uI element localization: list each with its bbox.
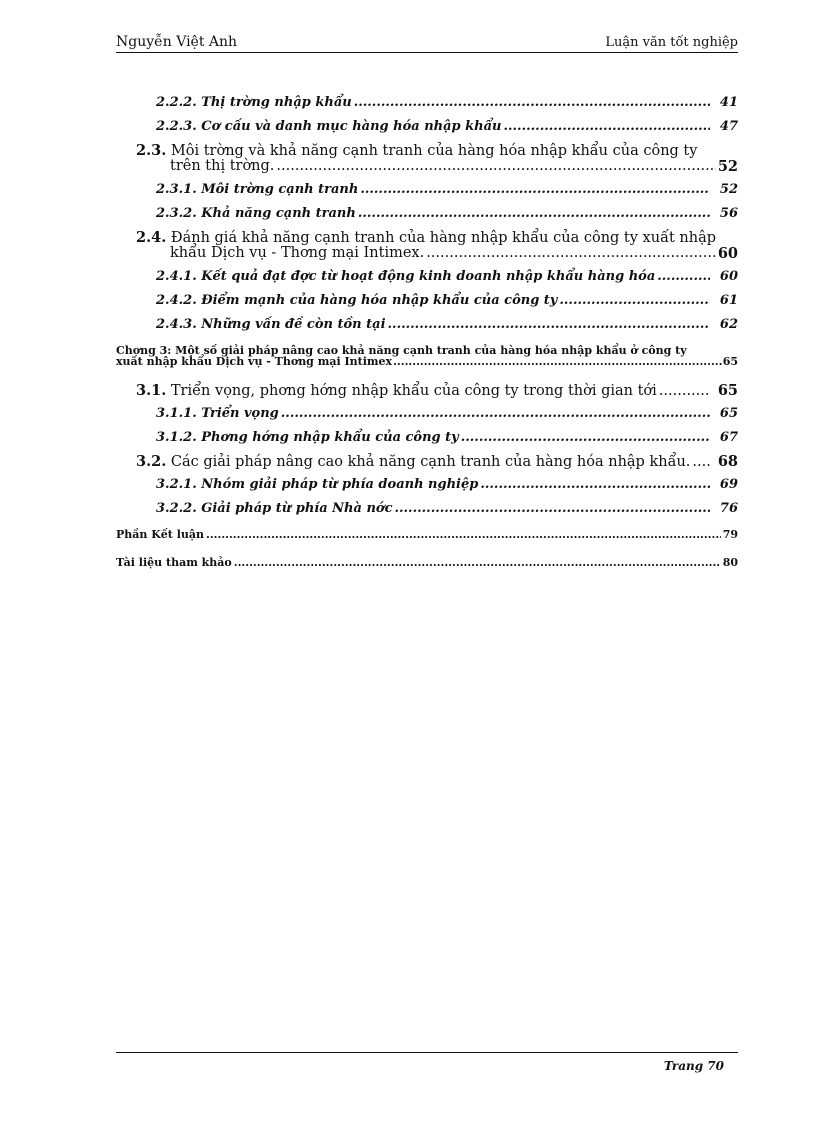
header-author: Nguyễn Việt Anh <box>116 34 238 50</box>
toc-entry-2-3-2 <box>156 206 738 221</box>
toc-entry-title: 3.2.2. Giải pháp từ phía Nhà nớc <box>156 501 393 516</box>
toc-leader <box>206 528 721 541</box>
toc-entry-2-2-3 <box>156 119 738 134</box>
toc-leader <box>388 317 710 332</box>
toc-entry-page: 60 <box>719 269 738 284</box>
toc-entry-title: Các giải pháp nâng cao khả năng cạnh tranh của hàng hóa nhập khẩu. <box>166 454 691 470</box>
toc-entry-page: 76 <box>719 501 738 516</box>
toc-entry-page: 47 <box>719 119 738 134</box>
toc-leader <box>559 293 710 308</box>
toc-entry-number: 2.4. <box>136 229 167 246</box>
header-doc-type: Luận văn tốt nghiệp <box>605 35 738 50</box>
toc-leader <box>659 383 710 399</box>
toc-entry-ket-luan <box>116 528 738 541</box>
toc-leader <box>503 119 710 134</box>
toc-entry-2-4-1 <box>156 269 738 284</box>
toc-entry-2-4-2 <box>156 293 738 308</box>
toc-entry-title: Đánh giá khả năng cạnh tranh của hàng nhập khẩu của công ty xuất nhập <box>166 230 716 246</box>
toc-entry-line1 <box>136 230 738 246</box>
toc-leader <box>692 454 710 470</box>
toc-leader <box>461 430 710 445</box>
toc-entry-title: 2.4.2. Điểm mạnh của hàng hóa nhập khẩu của công ty <box>156 293 558 308</box>
toc-entry-2-2-2 <box>156 95 738 110</box>
toc-entry-title: Phần Kết luận <box>116 528 204 541</box>
toc-entry-line2 <box>136 159 738 174</box>
toc-entry-page: 52 <box>719 182 738 197</box>
toc-entry-3-1-2 <box>156 430 738 445</box>
toc-entry-page: 80 <box>722 556 738 569</box>
toc-entry-page: 52 <box>717 158 738 175</box>
toc-leader <box>657 269 710 284</box>
toc-entry-title: 2.4.1. Kết quả đạt đợc từ hoạt động kinh doanh nhập khẩu hàng hóa <box>156 269 656 284</box>
toc-leader <box>234 556 721 569</box>
toc-entry-title: Môi trờng và khả năng cạnh tranh của hàng hóa nhập khẩu của công ty <box>166 143 698 159</box>
toc-entry-page: 65 <box>722 355 738 368</box>
toc-entry-3-1 <box>136 382 738 399</box>
toc-entry-title: 2.2.2. Thị trờng nhập khẩu <box>156 95 352 110</box>
toc-entry-title: 2.4.3. Những vấn đề còn tồn tại <box>156 317 386 332</box>
toc-entry-2-3-1 <box>156 182 738 197</box>
toc-leader <box>426 246 716 261</box>
toc-entry-2-3 <box>136 143 738 174</box>
toc-leader <box>276 159 715 174</box>
toc-entry-title: 2.3.1. Môi trờng cạnh tranh <box>156 182 359 197</box>
toc-entry-title: 2.3.2. Khả năng cạnh tranh <box>156 206 356 221</box>
toc-entry-page: 67 <box>719 430 738 445</box>
page-header <box>116 34 738 53</box>
toc-leader <box>358 206 710 221</box>
toc-entry-page: 65 <box>719 406 738 421</box>
toc-leader <box>354 95 710 110</box>
toc-entry-line2 <box>116 356 738 367</box>
toc-entry-title: Chơng 3: Một số giải pháp nâng cao khả năng cạnh tranh của hàng hóa nhập khẩu ở công ty <box>116 344 687 357</box>
toc-leader <box>281 406 710 421</box>
toc-entry-title: 3.1.2. Phơng hớng nhập khẩu của công ty <box>156 430 459 445</box>
toc-entry-page: 62 <box>719 317 738 332</box>
footer-page-label: Trang 70 <box>663 1059 724 1073</box>
toc-entry-page: 41 <box>719 95 738 110</box>
toc-entry-page: 65 <box>717 382 738 399</box>
toc-entry-2-4 <box>136 230 738 261</box>
toc-leader <box>360 182 710 197</box>
page-footer <box>116 1052 738 1073</box>
toc-entry-line2 <box>136 246 738 261</box>
toc-entry-3-2-2 <box>156 501 738 516</box>
toc-entry-3-1-1 <box>156 406 738 421</box>
toc-entry-title: Triển vọng, phơng hớng nhập khẩu của công ty trong thời gian tới <box>166 383 657 399</box>
toc-entry-page: 69 <box>719 477 738 492</box>
toc-entry-title-cont: xuất nhập khẩu Dịch vụ - Thơng mại Intimex <box>116 355 393 368</box>
toc-entry-chapter-3 <box>116 345 738 367</box>
toc-leader <box>480 477 710 492</box>
toc-entry-tai-lieu <box>116 556 738 569</box>
toc-entry-3-2-1 <box>156 477 738 492</box>
toc-entry-number: 2.3. <box>136 142 167 159</box>
toc-entry-page: 56 <box>719 206 738 221</box>
toc-entry-page: 79 <box>722 528 738 541</box>
toc-entry-title: 3.2.1. Nhóm giải pháp từ phía doanh nghiệp <box>156 477 479 492</box>
toc-entry-number: 3.2. <box>136 453 167 470</box>
toc-entry-page: 61 <box>719 293 738 308</box>
toc-entry-title: Tài liệu tham khảo <box>116 556 232 569</box>
toc-entry-line1 <box>136 143 738 159</box>
toc-entry-title-cont: trên thị trờng. <box>170 158 275 174</box>
toc-entry-page: 68 <box>717 453 738 470</box>
toc-entry-title-cont: khẩu Dịch vụ - Thơng mại Intimex. <box>170 245 425 261</box>
toc-entry-3-2 <box>136 453 738 470</box>
toc-entry-title: 2.2.3. Cơ cấu và danh mục hàng hóa nhập khẩu <box>156 119 502 134</box>
toc-leader <box>393 356 722 367</box>
toc-entry-2-4-3 <box>156 317 738 332</box>
toc-entry-title: 3.1.1. Triển vọng <box>156 406 279 421</box>
toc-leader <box>394 501 710 516</box>
toc-entry-number: 3.1. <box>136 382 167 399</box>
toc-entry-page: 60 <box>717 245 738 262</box>
